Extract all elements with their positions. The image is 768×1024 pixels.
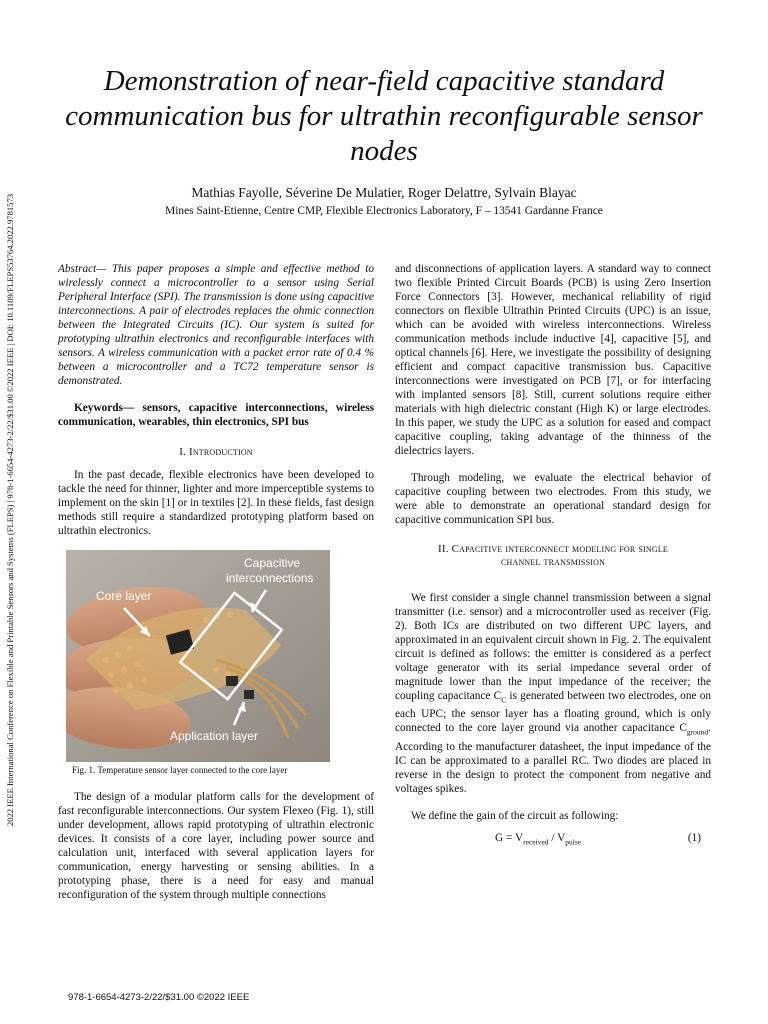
abstract: Abstract— This paper proposes a simple and effective method to wirelessly connect a microcontroller to a sensor using Serial Peripheral Interface (SPI). The transmission is done using capacitive interconnections. A pair of electrodes replaces the ohmic connection between the Integrated Circuits (IC). Our system is suited for prototyping ultrathin electronics and reconfigurable interfaces with sensors. A wireless communication with a packet error rate of 0.4 % between a microcontroller and a TC72 temperature sensor is demonstrated. (58, 263, 374, 387)
p3-text-b: is generated between two electrodes, one on each UPC; the sensor layer has a floating ground, which is only connected to the core layer ground via another capacitance C (395, 690, 711, 735)
keywords: Keywords— sensors, capacitive interconnections, wireless communication, wearables, thin electronics, SPI bus (58, 402, 374, 428)
section-2-heading-line2: channel transmission (500, 556, 606, 568)
figure-1-caption: Fig. 1. Temperature sensor layer connected to the core layer (72, 765, 288, 775)
paper-title: Demonstration of near-field capacitive standard communication bus for ultrathin reconfigurable sensor nodes (65, 65, 703, 167)
section-1-heading: I. Introduction (179, 446, 253, 458)
eq-mid: / V (548, 831, 566, 844)
figure-label-core-layer: Core layer (96, 589, 152, 603)
equation-number: (1) (687, 831, 701, 844)
paper-affiliation: Mines Saint-Etienne, Centre CMP, Flexible Electronics Laboratory, F – 13541 Gardanne France (165, 205, 603, 217)
section-2-heading-line1: II. Capacitive interconnect modeling for single (437, 543, 669, 555)
eq-lhs: G = V (495, 831, 524, 844)
p3-text-a: We first consider a single channel transmission between a signal transmitter (i.e. sensor) and a microcontroller used as receiver (Fig. 2). Both ICs are distributed on two different UPC layers, and approximated in an equivalent circuit shown in Fig. 2. The equivalent circuit is defined as follows: the emitter is considered as a perfect voltage generator with its serial impedance several order of magnitude lower than the input impedance of the receiver; the coupling capacitance C (395, 592, 711, 702)
right-paragraph-4: We define the gain of the circuit as following: (411, 809, 619, 822)
eq-sub-received: received (523, 836, 549, 846)
right-paragraph-3 (395, 591, 711, 796)
eq-sub-pulse: pulse (565, 836, 582, 846)
p3-sub-c: C (501, 695, 507, 705)
side-citation-note (5, 150, 19, 870)
figure-label-capacitive: Capacitive (244, 556, 301, 570)
page-footer: 978-1-6654-4273-2/22/$31.00 ©2022 IEEE (68, 992, 250, 1003)
figure-label-application-layer: Application layer (170, 729, 259, 743)
figure-1-illustration (66, 550, 330, 762)
p3-text-c: . According to the manufacturer datasheet, the input impedance of the IC can be approximated to a parallel RC. Two diodes are placed in reverse in the design to protect the component from negative and voltages spikes. (395, 722, 711, 795)
left-column (58, 262, 374, 902)
figure-label-interconnections: interconnections (226, 571, 314, 585)
right-column (395, 262, 711, 849)
intro-paragraph-2: The design of a modular platform calls for the development of fast reconfigurable interconnections. Our system Flexeo (Fig. 1), still under development, allows rapid prototyping of ultrathin electronic devices. It consists of a core layer, including power source and calculation unit, interfaced with several application layers for communication, energy harvesting or sensing abilities. In a prototyping phase, there is a need for easy and manual reconfiguration of the system through multiple connections (58, 791, 374, 901)
right-paragraph-1: and disconnections of application layers. A standard way to connect two flexible Printed Circuit Boards (PCB) is using Zero Insertion Force Connectors [3]. However, mechanical reliability of rigid connectors on flexible Ultrathin Printed Circuits (UPC) is an issue, which can be avoided with wireless interconnections. Wireless communication methods include inductive [4], capacitive [5], and optical channels [6]. Here, we investigate the possibility of designing efficient and compact capacitive transmission bus. Capacitive interconnections were investigated on PCB [7], or for interfacing with implanted sensors [8]. Still, current solutions require either materials with high dielectric constant (High K) or large electrodes. In this paper, we study the UPC as a solution for eased and compact capacitive coupling, taking advantage of the thinness of the dielectrics layers. (395, 263, 711, 457)
paper-authors: Mathias Fayolle, Séverine De Mulatier, Roger Delattre, Sylvain Blayac (191, 185, 577, 200)
equation-1 (395, 831, 711, 849)
equation-expression (495, 831, 581, 849)
section-2-heading (395, 543, 711, 569)
side-citation-text: 2022 IEEE International Conference on Flexible and Printable Sensors and Systems (FLEPS) | 978-1-6654-4273-2/22/$31.00 ©2022 IEEE | DOI: 10.1109/FLEPS53764.2022.9781573 (5, 193, 15, 827)
p3-sub-ground: ground (686, 727, 709, 737)
right-paragraph-2: Through modeling, we evaluate the electrical behavior of capacitive coupling between two electrodes. From this study, we were able to demonstrate an operational standard design for capacitive communication SPI bus. (395, 472, 711, 526)
intro-paragraph-1: In the past decade, flexible electronics have been developed to tackle the need for thinner, lighter and more imperceptible systems to implement on the skin [1] or in textiles [2]. In these fields, fast design methods still require a standardized prototyping platform based on ultrathin electronics. (58, 469, 374, 537)
figure-1-photo (66, 550, 330, 762)
